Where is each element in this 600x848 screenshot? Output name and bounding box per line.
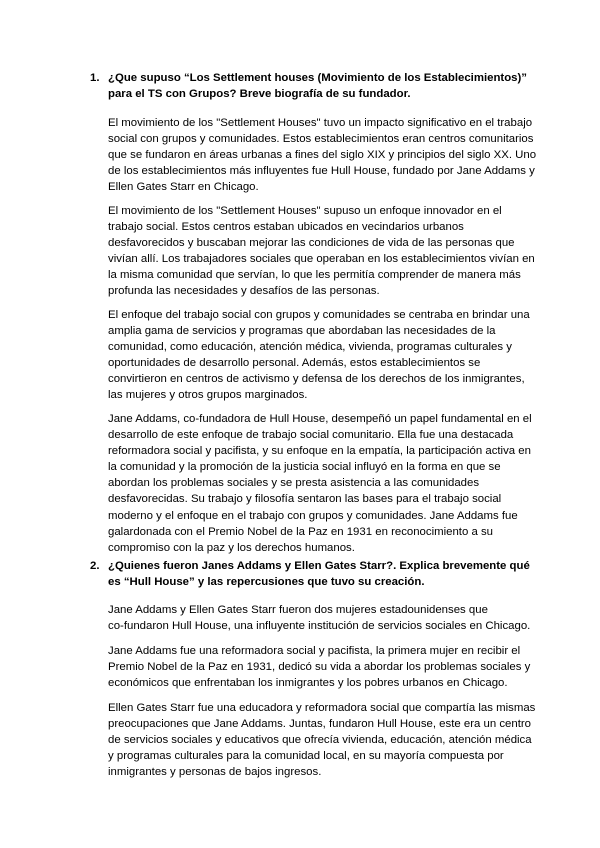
text-line: y programas culturales para la comunidad local, en su mayoría compuesta por — [108, 750, 504, 763]
text-line: amplia gama de servicios y programas que abordaban las necesidades de la — [108, 325, 496, 338]
text-line: abordan los problemas sociales y se presta asistencia a las comunidades — [108, 477, 480, 490]
text-line: de los establecimientos más influyentes fue Hull House, fundado por Jane Addams y — [108, 165, 535, 178]
text-line: El enfoque del trabajo social con grupos y comunidades se centraba en brindar una — [108, 309, 530, 321]
text-line: moderno y el enfoque en el trabajo con grupos y comunidades. Jane Addams fue — [108, 509, 518, 522]
text-line: desarrollo de este enfoque de trabajo social comunitario. Ella fue una destacada — [108, 429, 514, 442]
text-line: las mujeres y otros grupos marginados. — [108, 389, 308, 402]
text-line: preocupaciones que Jane Addams. Juntas, fundaron Hull House, este era un centro — [108, 718, 531, 731]
text-line: comunidad, como educación, atención médica, vivienda, programas culturales y — [108, 341, 512, 354]
q1-paragraph-2 — [108, 203, 535, 300]
q2-paragraph-3 — [108, 700, 536, 780]
text-line: convirtieron en centros de activismo y defensa de los derechos de los inmigrantes, — [108, 373, 525, 386]
text-line: vivían allí. Los trabajadores sociales que operaban en los establecimientos vivían en — [108, 253, 535, 266]
text-line: trabajo social. Estos centros estaban ubicados en vecindarios urbanos — [108, 221, 464, 234]
question-2-number: 2. — [90, 560, 100, 572]
question-1-number: 1. — [90, 72, 100, 84]
text-line: co-fundaron Hull House, una influyente institución de servicios sociales en Chicago. — [108, 620, 531, 633]
text-line: la comunidad y la promoción de la justicia social influyó en la forma en que se — [108, 461, 501, 474]
q2-paragraph-1 — [108, 602, 531, 634]
text-line: El movimiento de los "Settlement Houses" supuso un enfoque innovador en el — [108, 205, 502, 217]
text-line: la misma comunidad que servían, lo que les permitía comprender de manera más — [108, 269, 521, 282]
q1-paragraph-3 — [108, 307, 530, 404]
text-line: Premio Nobel de la Paz en 1931, dedicó su vida a abordar los problemas sociales y — [108, 661, 531, 674]
text-line: reformadora social y pacifista, y su enfoque en la empatía, la participación activa en — [108, 445, 531, 458]
question-2-title — [108, 558, 528, 590]
text-line: que se fundaron en áreas urbanas a fines del siglo XIX y principios del siglo XX. Uno — [108, 149, 537, 162]
text-line: Jane Addams y Ellen Gates Starr fueron dos mujeres estadounidenses que — [108, 604, 488, 616]
text-line: de servicios sociales y educativos que ofrecía vivienda, educación, atención médica — [108, 734, 532, 747]
text-line: El movimiento de los "Settlement Houses" tuvo un impacto significativo en el trabajo — [108, 117, 533, 129]
text-line: desfavorecidos y buscaban mejorar las condiciones de vida de las personas que — [108, 237, 515, 250]
question-1-title-line: ¿Que supuso “Los Settlement houses (Movimiento de los Establecimientos)” — [108, 72, 527, 84]
question-2-title-line: ¿Quienes fueron Janes Addams y Ellen Gates Starr?. Explica brevemente qué — [108, 560, 530, 572]
q1-paragraph-4 — [108, 411, 532, 556]
text-line: Ellen Gates Starr fue una educadora y reformadora social que compartía las mismas — [108, 702, 536, 714]
text-line: profunda las necesidades y desafíos de las personas. — [108, 285, 380, 298]
q1-paragraph-1 — [108, 115, 537, 195]
text-line: Jane Addams, co-fundadora de Hull House, desempeñó un papel fundamental en el — [108, 413, 532, 425]
text-line: compromiso con la paz y los derechos humanos. — [108, 541, 355, 554]
text-line: económicos que enfrentaban los inmigrantes y los pobres urbanos en Chicago. — [108, 677, 508, 690]
text-line: galardonada con el Premio Nobel de la Paz en 1931 en reconocimiento a su — [108, 525, 494, 538]
question-2-title-line: es “Hull House” y las repercusiones que tuvo su creación. — [108, 576, 425, 588]
text-line: social con grupos y comunidades. Estos establecimientos eran centros comunitarios — [108, 133, 534, 146]
text-line: desfavorecidas. Su trabajo y filosofía sentaron las bases para el trabajo social — [108, 493, 502, 506]
text-line: oportunidades de desarrollo personal. Además, estos establecimientos se — [108, 357, 481, 370]
question-1-title-line: para el TS con Grupos? Breve biografía de su fundador. — [108, 88, 411, 100]
text-line: Jane Addams fue una reformadora social y pacifista, la primera mujer en recibir el — [108, 645, 521, 657]
question-1-title — [108, 70, 528, 102]
text-line: inmigrantes y personas de bajos ingresos. — [108, 766, 322, 779]
text-line: Ellen Gates Starr en Chicago. — [108, 181, 259, 194]
q2-paragraph-2 — [108, 643, 531, 691]
